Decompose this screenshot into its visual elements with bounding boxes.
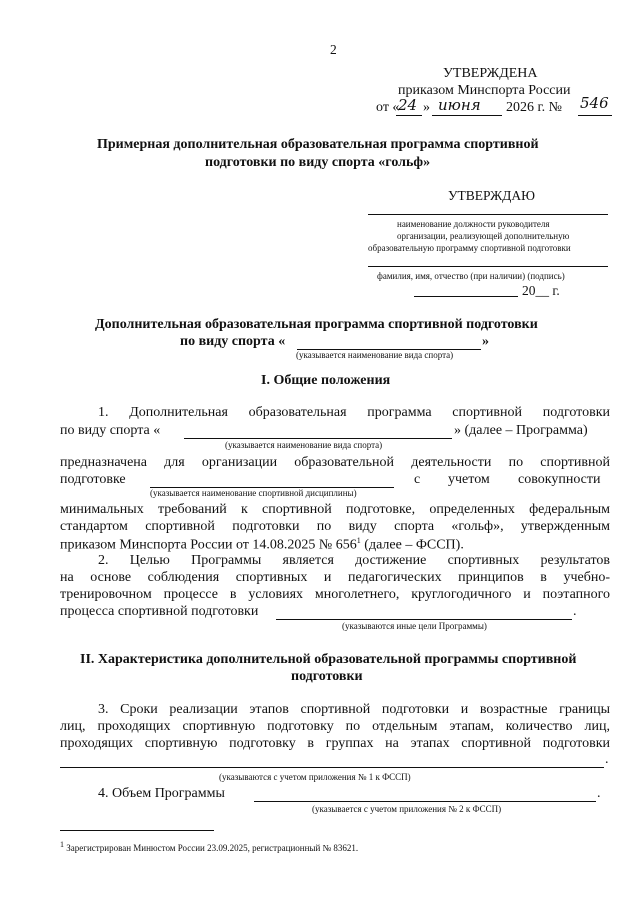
section1-p1-line3: предназначена для организации образовательной деятельности по спортивной	[60, 455, 610, 470]
section1-p1-line2-prefix: по виду спорта «	[60, 423, 161, 438]
section1-p1-hint2: (указывается наименование спортивной дисциплины)	[150, 488, 357, 498]
program-title-line1: Дополнительная образовательная программа спортивной подготовки	[95, 317, 538, 332]
approval-quote-close: »	[423, 100, 430, 115]
section1-p2-line3: тренировочном процессе в условиях многолетнего, круглогодичного и поэтапного	[60, 587, 610, 602]
section1-p2-line1: 2. Целью Программы является достижение спортивных результатов	[98, 553, 610, 568]
section1-p2-end: .	[573, 604, 577, 619]
section1-p1-line2-suffix: » (далее – Программа)	[454, 423, 588, 438]
section1-p2-line4: процесса спортивной подготовки	[60, 604, 259, 619]
section1-p1-line1: 1. Дополнительная образовательная программа спортивной подготовки	[98, 405, 610, 420]
section2-p4-end: .	[597, 786, 601, 801]
approval-number: 546	[580, 94, 609, 112]
approval-year: 2026 г. №	[506, 100, 563, 115]
approve-hint-position-3: образовательную программу спортивной подготовки	[368, 243, 571, 253]
section1-p1-line4-b: с	[414, 472, 421, 487]
approval-month: июня	[438, 96, 481, 114]
approve-hint-position-1: наименование должности руководителя	[397, 219, 550, 229]
section1-p1-line4-a: подготовке	[60, 472, 126, 487]
section1-p2-hint: (указываются иные цели Программы)	[342, 621, 487, 631]
section1-p2-line2: на основе соблюдения спортивных и педагогических принципов в учебно-	[60, 570, 610, 585]
section1-p1-line7: приказом Минспорта России от 14.08.2025 № $656^1$ (далее – ФССП).	[60, 536, 464, 553]
section1-p1-line4-d: совокупности	[518, 472, 601, 487]
approval-heading: УТВЕРЖДЕНА	[443, 66, 538, 81]
section2-p4-hint: (указывается с учетом приложения № 2 к ФССП)	[312, 804, 502, 814]
footnote: $^1$ Зарегистрирован Минюстом России 23.09.2025, регистрационный № 83621.	[60, 840, 359, 853]
section2-p3-line3: проходящих спортивную подготовку в группах на этапах спортивной подготовки	[60, 736, 610, 751]
approve-heading: УТВЕРЖДАЮ	[448, 188, 536, 203]
section2-p3-line2: лиц, проходящих спортивную подготовку по отдельным этапам, количество лиц,	[60, 719, 610, 734]
program-title-line2-suffix: »	[482, 334, 489, 349]
approve-year: 20__ г.	[522, 283, 560, 298]
section2-p3-hint: (указываются с учетом приложения № 1 к ФССП)	[219, 772, 411, 782]
approval-order-line: приказом Минспорта России	[398, 83, 571, 98]
section2-p4: 4. Объем Программы	[98, 786, 225, 801]
approval-day: 24	[398, 96, 418, 114]
program-title-line2-prefix: по виду спорта «	[180, 334, 286, 349]
section1-p1-line5: минимальных требований к спортивной подготовке, определенных федеральным	[60, 502, 610, 517]
section2-p3-end: .	[605, 752, 609, 767]
doc-title-line2: подготовки по виду спорта «гольф»	[205, 155, 431, 170]
section2-heading-line2: подготовки	[291, 669, 363, 684]
doc-title-line1: Примерная дополнительная образовательная программа спортивной	[97, 137, 539, 152]
section1-p1-line6: стандартом спортивной подготовки по виду спорта «гольф», утвержденным	[60, 519, 610, 534]
approve-hint-name: фамилия, имя, отчество (при наличии) (подпись)	[377, 271, 565, 281]
section2-p3-line1: 3. Сроки реализации этапов спортивной подготовки и возрастные границы	[98, 702, 610, 717]
approve-hint-position-2: организации, реализующей дополнительную	[397, 231, 570, 241]
footnote-separator	[60, 830, 214, 831]
program-title-hint: (указывается наименование вида спорта)	[296, 350, 454, 360]
section1-p1-hint1: (указывается наименование вида спорта)	[225, 440, 383, 450]
section1-p1-line4-c: учетом	[448, 472, 490, 487]
approval-date-prefix: от «	[376, 100, 400, 115]
section2-heading-line1: II. Характеристика дополнительной образовательной программы спортивной	[80, 652, 577, 667]
section1-heading: I. Общие положения	[261, 373, 391, 388]
page-number: 2	[330, 42, 337, 57]
